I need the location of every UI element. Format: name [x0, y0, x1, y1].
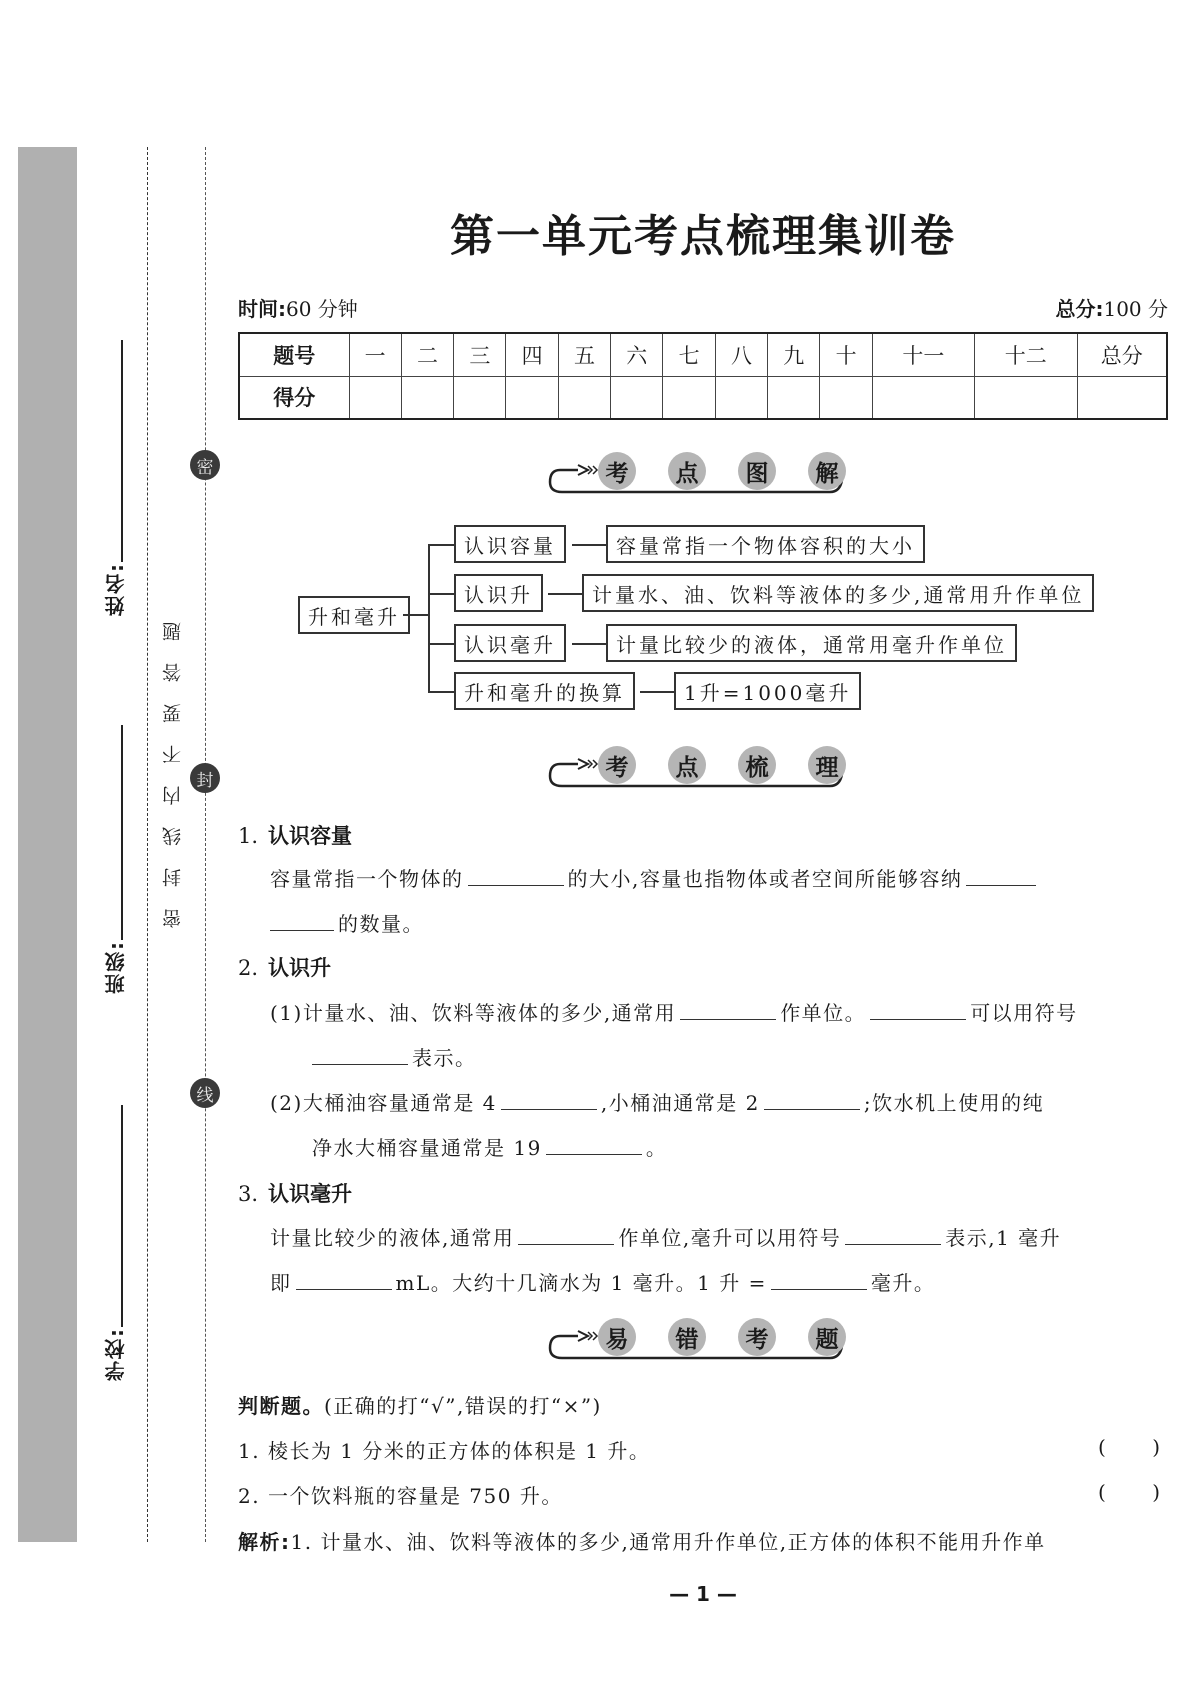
- score-cell[interactable]: [768, 376, 820, 419]
- mind-map-root: 升和毫升: [298, 596, 410, 634]
- text: ;饮水机上使用的纯: [863, 1091, 1045, 1115]
- class-label: 班级:: [103, 940, 128, 994]
- mind-map-topic: 认识容量: [454, 525, 566, 563]
- banner-char: 易: [598, 1318, 636, 1356]
- answer-blank[interactable]: [546, 1135, 642, 1155]
- score-cell[interactable]: [506, 376, 558, 419]
- score-table: [238, 332, 1168, 420]
- section-heading: [238, 820, 352, 850]
- class-field[interactable]: [100, 725, 130, 994]
- analysis-text: 1. 计量水、油、饮料等液体的多少,通常用升作单位,正方体的体积不能用升作单: [290, 1530, 1046, 1554]
- seal-line: [205, 147, 206, 1542]
- col-3: 三: [454, 333, 506, 376]
- score-cell-total[interactable]: [1077, 376, 1167, 419]
- text: 表示,1 毫升: [945, 1226, 1062, 1250]
- judgment-question-1: 1. 棱长为 1 分米的正方体的体积是 1 升。: [238, 1439, 651, 1463]
- time-value: 60 分钟: [286, 297, 358, 321]
- text: 的数量。: [338, 912, 424, 936]
- connector: [428, 544, 454, 546]
- connector: [428, 691, 454, 693]
- section-heading: [238, 952, 331, 982]
- answer-paren-1[interactable]: ( ): [1098, 1435, 1160, 1459]
- col-total: 总分: [1077, 333, 1167, 376]
- name-label: 姓名:: [103, 562, 128, 616]
- analysis: [238, 1526, 1046, 1555]
- analysis-label: 解析:: [238, 1530, 291, 1554]
- exam-meta: [238, 293, 1168, 322]
- total-info: [1055, 293, 1168, 322]
- name-field[interactable]: [100, 340, 130, 616]
- fill-in-line: [270, 1087, 1044, 1116]
- banner-char: 梳: [738, 746, 776, 784]
- cut-line: [147, 147, 148, 1542]
- fill-in-line: [270, 1267, 935, 1296]
- score-row: [239, 376, 1167, 419]
- text: 计量比较少的液体,通常用: [270, 1226, 515, 1250]
- banner-char: 题: [808, 1318, 846, 1356]
- score-cell[interactable]: [663, 376, 715, 419]
- col-10: 十: [820, 333, 872, 376]
- banner-char: 点: [668, 746, 706, 784]
- question-instruction: [238, 1390, 602, 1419]
- total-label: 总分:: [1055, 297, 1104, 321]
- connector: [572, 643, 606, 645]
- section-heading: [238, 1178, 352, 1208]
- section-number: 2.: [238, 956, 259, 980]
- connector: [428, 643, 454, 645]
- time-label: 时间:: [238, 297, 286, 321]
- connector: [428, 544, 430, 692]
- mind-map-detail: 计量水、油、饮料等液体的多少,通常用升作单位: [582, 574, 1094, 612]
- school-input-line[interactable]: [121, 1105, 123, 1327]
- banner-char: 点: [668, 452, 706, 490]
- banner-mistakes: [548, 1314, 848, 1362]
- score-cell[interactable]: [715, 376, 767, 419]
- banner-review: [548, 742, 848, 790]
- mind-map-topic: 认识毫升: [454, 624, 566, 662]
- answer-blank[interactable]: [468, 866, 564, 886]
- seal-notice: 密封线内不要答题: [162, 600, 184, 928]
- fill-in-line: [270, 1222, 1061, 1251]
- text: ,小桶油通常是 2: [600, 1091, 760, 1115]
- section-number: 1.: [238, 824, 259, 848]
- score-cell[interactable]: [872, 376, 974, 419]
- mind-map-topic: 认识升: [454, 574, 543, 612]
- time-info: [238, 293, 358, 322]
- col-12: 十二: [975, 333, 1077, 376]
- answer-blank[interactable]: [771, 1270, 867, 1290]
- banner-diagram: [548, 448, 848, 496]
- banner-char: 考: [598, 746, 636, 784]
- banner-char: 错: [668, 1318, 706, 1356]
- connector: [548, 593, 582, 595]
- fill-in-line: [270, 997, 1078, 1026]
- connector: [428, 593, 454, 595]
- col-9: 九: [768, 333, 820, 376]
- text: 的大小,容量也指物体或者空间所能够容纳: [567, 867, 963, 891]
- mind-map-detail: 容量常指一个物体容积的大小: [606, 525, 925, 563]
- text: 毫升。: [870, 1271, 936, 1295]
- answer-blank[interactable]: [518, 1225, 614, 1245]
- row-header-score: 得分: [239, 376, 349, 419]
- text: 。: [645, 1136, 668, 1160]
- answer-paren-2[interactable]: ( ): [1098, 1480, 1160, 1504]
- text: 可以用符号: [970, 1001, 1078, 1025]
- answer-blank[interactable]: [966, 866, 1036, 886]
- col-5: 五: [558, 333, 610, 376]
- col-2: 二: [401, 333, 453, 376]
- text: 作单位,毫升可以用符号: [618, 1226, 842, 1250]
- mind-map-topic: 升和毫升的换算: [454, 672, 635, 710]
- fill-in-line: [312, 1132, 667, 1161]
- fill-in-line: [312, 1042, 477, 1071]
- instruction-text: (正确的打“√”,错误的打“×”): [324, 1394, 602, 1418]
- score-cell[interactable]: [820, 376, 872, 419]
- row-header-question: 题号: [239, 333, 349, 376]
- banner-char: 理: [808, 746, 846, 784]
- answer-blank[interactable]: [680, 1000, 776, 1020]
- connector: [403, 614, 429, 616]
- seal-mark-mi: 密: [190, 450, 220, 480]
- banner-char: 图: [738, 452, 776, 490]
- score-cell[interactable]: [611, 376, 663, 419]
- instruction-heading: 判断题。: [238, 1394, 324, 1418]
- section-title: 认识毫升: [268, 1182, 353, 1206]
- section-title: 认识容量: [268, 824, 353, 848]
- score-cell[interactable]: [401, 376, 453, 419]
- text: (1)计量水、油、饮料等液体的多少,通常用: [270, 1001, 677, 1025]
- page-number: — 1 —: [669, 1582, 737, 1606]
- total-value: 100 分: [1103, 297, 1168, 321]
- section-number: 3.: [238, 1182, 259, 1206]
- col-6: 六: [611, 333, 663, 376]
- mind-map-detail: 计量比较少的液体，通常用毫升作单位: [606, 624, 1017, 662]
- binding-strip: [18, 147, 77, 1542]
- answer-blank[interactable]: [845, 1225, 941, 1245]
- text: 净水大桶容量通常是 19: [312, 1136, 542, 1160]
- col-7: 七: [663, 333, 715, 376]
- score-cell[interactable]: [454, 376, 506, 419]
- connector: [572, 544, 606, 546]
- section-title: 认识升: [268, 956, 332, 980]
- school-field[interactable]: [100, 1105, 130, 1381]
- judgment-question-2: 2. 一个饮料瓶的容量是 750 升。: [238, 1484, 563, 1508]
- question-number-row: [239, 333, 1167, 376]
- text: 表示。: [412, 1046, 477, 1070]
- banner-char: 考: [598, 452, 636, 490]
- answer-blank[interactable]: [764, 1090, 860, 1110]
- banner-char: 解: [808, 452, 846, 490]
- fill-in-line: [270, 863, 1040, 892]
- col-4: 四: [506, 333, 558, 376]
- text: 容量常指一个物体的: [270, 867, 464, 891]
- answer-blank[interactable]: [870, 1000, 966, 1020]
- banner-char: 考: [738, 1318, 776, 1356]
- answer-blank[interactable]: [296, 1270, 392, 1290]
- text: 即: [270, 1271, 292, 1295]
- class-input-line[interactable]: [121, 725, 123, 940]
- answer-blank[interactable]: [270, 911, 334, 931]
- col-8: 八: [715, 333, 767, 376]
- text: 作单位。: [780, 1001, 867, 1025]
- seal-mark-xian: 线: [190, 1078, 220, 1108]
- answer-blank[interactable]: [501, 1090, 597, 1110]
- score-cell[interactable]: [558, 376, 610, 419]
- answer-blank[interactable]: [312, 1045, 408, 1065]
- text: (2)大桶油容量通常是 4: [270, 1091, 497, 1115]
- seal-mark-feng: 封: [190, 763, 220, 793]
- fill-in-line: [270, 908, 424, 937]
- name-input-line[interactable]: [121, 340, 123, 562]
- text: mL。大约十几滴水为 1 毫升。1 升 =: [395, 1271, 767, 1295]
- connector: [640, 691, 674, 693]
- school-label: 学校:: [103, 1327, 128, 1381]
- col-11: 十一: [872, 333, 974, 376]
- score-cell[interactable]: [975, 376, 1077, 419]
- mind-map-detail: 1升=1000毫升: [674, 672, 861, 710]
- score-cell[interactable]: [349, 376, 401, 419]
- col-1: 一: [349, 333, 401, 376]
- page-title: 第一单元考点梳理集训卷: [450, 211, 956, 262]
